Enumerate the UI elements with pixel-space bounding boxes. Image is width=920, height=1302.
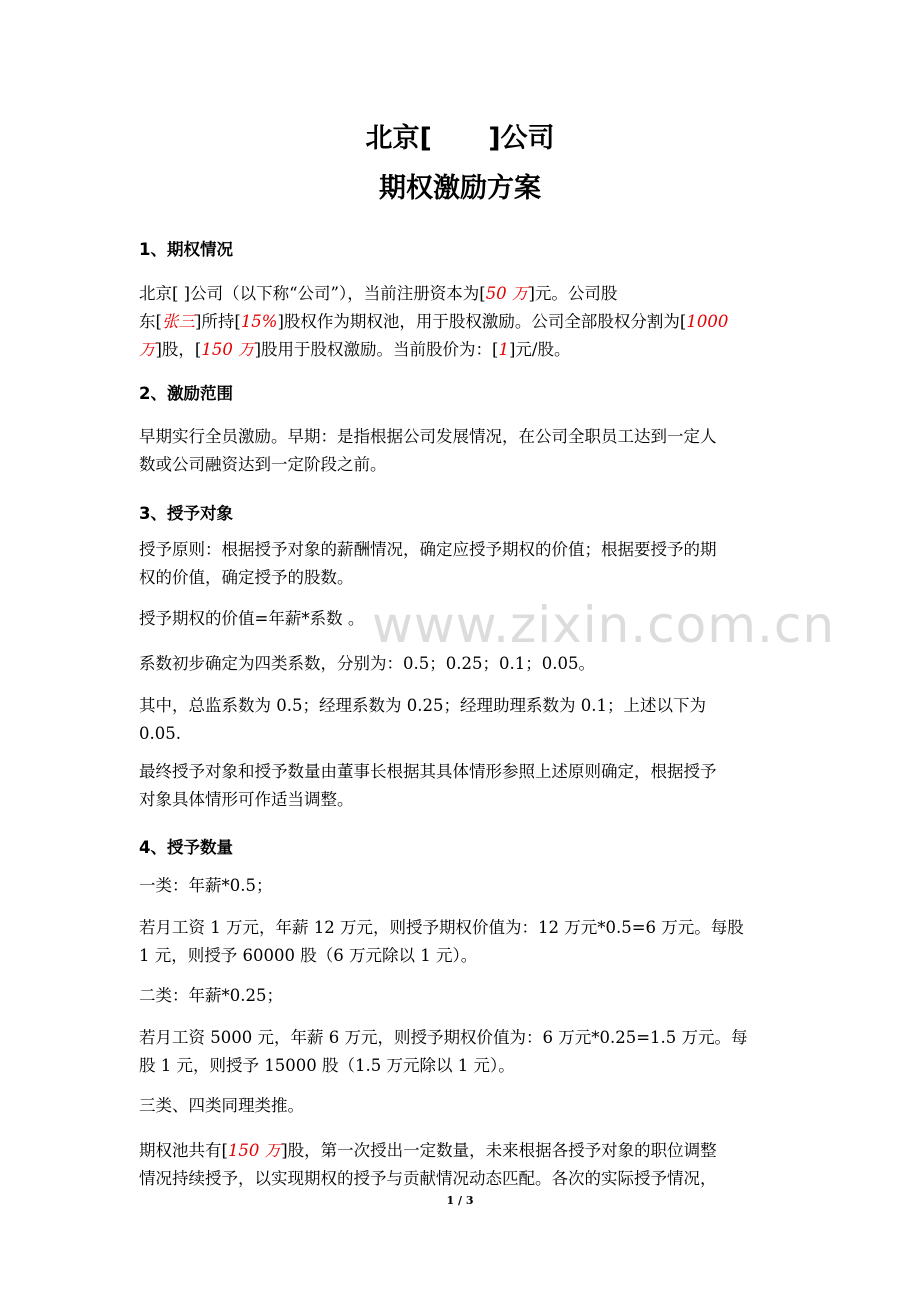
text-line: 早期实行全员激励。早期：是指根据公司发展情况，在公司全职员工达到一定人 [139, 427, 717, 446]
text-line: 其中，总监系数为 0.5；经理系数为 0.25；经理助理系数为 0.1；上述以下为 [139, 696, 706, 715]
section-2-heading: 2、激励范围 [139, 384, 233, 403]
section-1-heading: 1、期权情况 [139, 240, 233, 259]
text-line: 若月工资 5000 元，年薪 6 万元，则授予期权价值为：6 万元*0.25=1.5 万元。每 [139, 1028, 748, 1047]
section-4-paragraph-1: 一类：年薪*0.5； [139, 876, 273, 895]
text-line: 若月工资 1 万元，年薪 12 万元，则授予期权价值为：12 万元*0.5=6 万元。每股 [139, 918, 744, 937]
watermark: www.zixin.com.cn [372, 596, 836, 654]
section-3-paragraph-3: 系数初步确定为四类系数，分别为：0.5；0.25；0.1；0.05。 [139, 654, 595, 673]
text-line: 1 元，则授予 60000 股（6 万元除以 1 元）。 [139, 946, 478, 965]
text-line: 数或公司融资达到一定阶段之前。 [139, 455, 387, 474]
section-4-paragraph-4 [139, 1024, 789, 1080]
section-3-paragraph-4 [139, 692, 789, 748]
section-4-heading: 4、授予数量 [139, 838, 233, 857]
section-3-heading: 3、授予对象 [139, 504, 233, 523]
page-number: 1 / 3 [446, 1194, 474, 1207]
section-1-paragraph [139, 280, 789, 364]
text-line: 授予原则：根据授予对象的薪酬情况，确定应授予期权的价值；根据要授予的期 [139, 540, 717, 559]
section-2-paragraph [139, 423, 789, 479]
text-line: 北京[ ]公司（以下称“公司”），当前注册资本为[50 万]元。公司股 [139, 284, 618, 303]
text-line: 最终授予对象和授予数量由董事长根据其具体情形参照上述原则确定，根据授予 [139, 762, 717, 781]
section-4-paragraph-6 [139, 1137, 789, 1193]
section-4-paragraph-3: 二类：年薪*0.25； [139, 986, 283, 1005]
section-3-paragraph-5 [139, 758, 789, 814]
section-4-paragraph-5: 三类、四类同理类推。 [139, 1096, 304, 1115]
text-line: 情况持续授予，以实现期权的授予与贡献情况动态匹配。各次的实际授予情况， [139, 1169, 717, 1188]
text-line: 万]股，[150 万]股用于股权激励。当前股价为：[1]元/股。 [139, 340, 571, 359]
section-3-paragraph-2: 授予期权的价值=年薪*系数 。 [139, 609, 365, 628]
text-line: 期权池共有[150 万]股，第一次授出一定数量，未来根据各授予对象的职位调整 [139, 1141, 717, 1160]
section-4-paragraph-2 [139, 914, 789, 970]
section-3-paragraph-1 [139, 536, 789, 592]
text-line: 对象具体情形可作适当调整。 [139, 790, 354, 809]
plan-title: 期权激励方案 [379, 173, 541, 204]
company-title: 北京[ ]公司 [365, 123, 555, 154]
text-line: 0.05. [139, 724, 181, 743]
text-line: 东[张三]所持[15%]股权作为期权池，用于股权激励。公司全部股权分割为[1000 [139, 312, 729, 331]
text-line: 权的价值，确定授予的股数。 [139, 568, 354, 587]
text-line: 股 1 元，则授予 15000 股（1.5 万元除以 1 元）。 [139, 1056, 515, 1075]
